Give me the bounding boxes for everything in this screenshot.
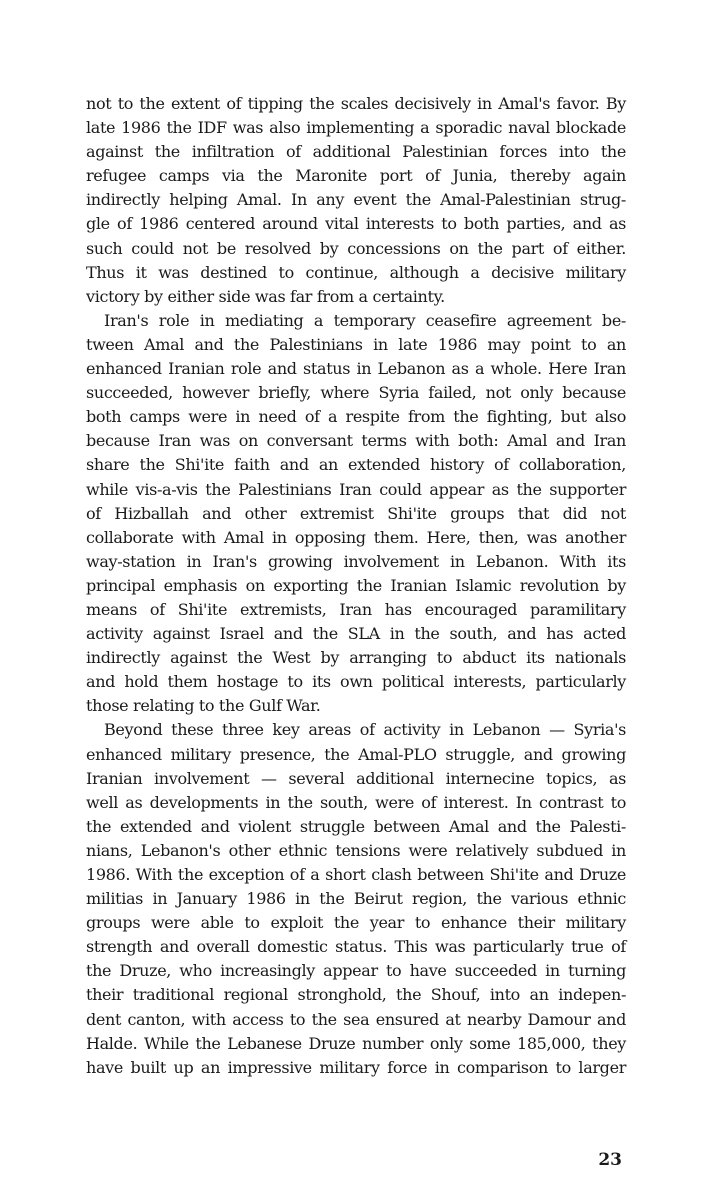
page-number: 23 (598, 1150, 622, 1170)
text-line: dent canton, with access to the sea ensured at nearby Damour and (86, 1009, 626, 1029)
text-line: not to the extent of tipping the scales decisively in Amal's favor. By (86, 94, 626, 113)
text-line: tween Amal and the Palestinians in late 1986 may point to an (86, 334, 626, 354)
text-line: groups were able to exploit the year to enhance their military (86, 913, 626, 933)
text-line: way-station in Iran's growing involvement in Lebanon. With its (86, 551, 626, 571)
text-line: 1986. With the exception of a short clash between Shi'ite and Druze (86, 865, 626, 884)
text-line: Beyond these three key areas of activity in Lebanon — Syria's (104, 720, 626, 740)
text-line: such could not be resolved by concessions on the part of either. (86, 238, 626, 258)
text-line: nians, Lebanon's other ethnic tensions were relatively subdued in (86, 840, 626, 860)
text-line: of Hizballah and other extremist Shi'ite groups that did not (86, 503, 626, 523)
text-line: succeeded, however briefly, where Syria failed, not only because (86, 383, 626, 403)
text-line: Iranian involvement — several additional internecine topics, as (86, 768, 626, 788)
text-line: refugee camps via the Maronite port of Junia, thereby again (86, 166, 626, 186)
text-line: while vis-a-vis the Palestinians Iran could appear as the supporter (86, 479, 626, 499)
text-line: enhanced Iranian role and status in Lebanon as a whole. Here Iran (86, 359, 626, 379)
text-line: indirectly helping Amal. In any event the Amal-Palestinian strug- (86, 190, 626, 210)
text-line: late 1986 the IDF was also implementing a sporadic naval blockade (86, 118, 626, 138)
text-line: because Iran was on conversant terms with both: Amal and Iran (86, 431, 626, 451)
text-line: against the infiltration of additional Palestinian forces into the (86, 142, 626, 162)
text-line: militias in January 1986 in the Beirut region, the various ethnic (86, 889, 626, 909)
text-line: well as developments in the south, were of interest. In contrast to (86, 792, 626, 812)
text-line: indirectly against the West by arranging to abduct its nationals (86, 648, 626, 668)
text-line: principal emphasis on exporting the Iranian Islamic revolution by (86, 575, 626, 595)
text-line: have built up an impressive military force in comparison to larger (86, 1057, 626, 1077)
text-line: their traditional regional stronghold, the Shouf, into an indepen- (86, 985, 626, 1005)
text-line: enhanced military presence, the Amal-PLO struggle, and growing (86, 744, 626, 764)
text-line: the extended and violent struggle between Amal and the Palesti- (86, 816, 626, 836)
text-line: gle of 1986 centered around vital interests to both parties, and as (86, 214, 626, 234)
text-line: those relating to the Gulf War. (86, 696, 321, 716)
text-line: Thus it was destined to continue, although a decisive military (86, 262, 626, 282)
text-line: means of Shi'ite extremists, Iran has encouraged paramilitary (86, 599, 626, 619)
text-line: strength and overall domestic status. This was particularly true of (86, 937, 626, 957)
text-line: collaborate with Amal in opposing them. Here, then, was another (86, 527, 626, 547)
text-line: and hold them hostage to its own political interests, particularly (86, 672, 626, 692)
text-line: the Druze, who increasingly appear to have succeeded in turning (86, 961, 626, 981)
text-line: Halde. While the Lebanese Druze number only some 185,000, they (86, 1033, 626, 1053)
text-line: share the Shi'ite faith and an extended history of collaboration, (86, 455, 626, 475)
text-line: victory by either side was far from a certainty. (86, 286, 445, 306)
text-line: activity against Israel and the SLA in the south, and has acted (86, 624, 626, 644)
text-line: Iran's role in mediating a temporary ceasefire agreement be- (104, 310, 626, 330)
body-text (86, 92, 626, 1080)
text-line: both camps were in need of a respite from the fighting, but also (86, 407, 626, 427)
